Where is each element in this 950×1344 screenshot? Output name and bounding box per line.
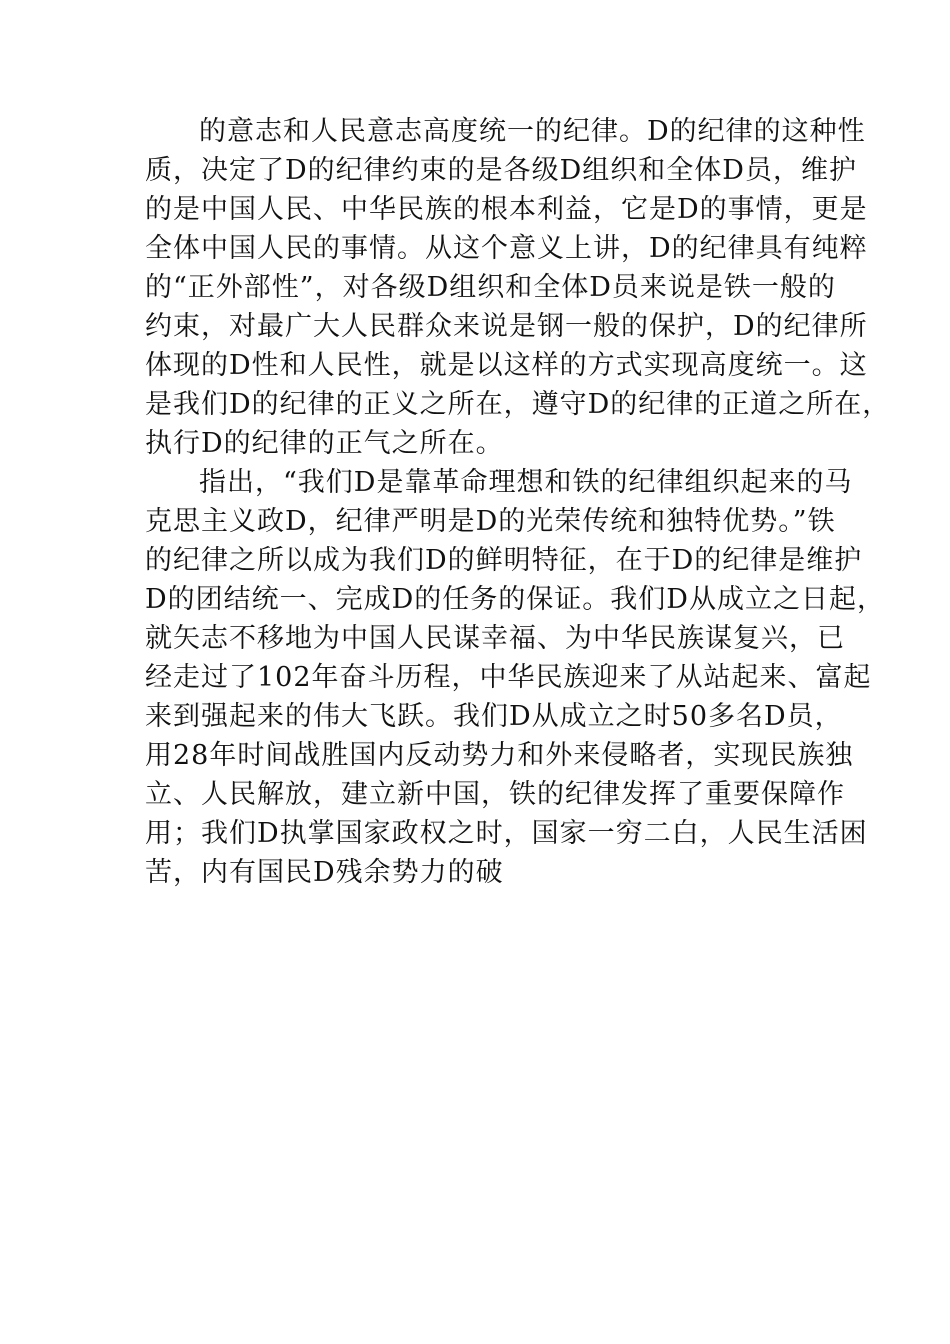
paragraph-2	[145, 463, 885, 892]
text-line: 经走过了102年奋斗历程，中华民族迎来了从站起来、富起	[145, 662, 872, 693]
text-line: D的团结统一、完成D的任务的保证。我们D从成立之日起，	[145, 584, 885, 615]
text-line: 用28年时间战胜国内反动势力和外来侵略者，实现民族独	[145, 740, 854, 771]
text-line: 约束，对最广大人民群众来说是钢一般的保护，D的纪律所	[145, 311, 868, 342]
paragraph-1	[145, 112, 891, 463]
text-line: 的意志和人民意志高度统一的纪律。D的纪律的这种性	[199, 116, 866, 147]
text-line: 执行D的纪律的正气之所在。	[145, 428, 504, 459]
text-line: 用；我们D执掌国家政权之时，国家一穷二白，人民生活困	[145, 818, 868, 849]
text-line: 体现的D性和人民性，就是以这样的方式实现高度统一。这	[145, 350, 868, 381]
text-line: 质，决定了D的纪律约束的是各级D组织和全体D员，维护	[145, 155, 857, 186]
text-line: 的是中国人民、中华民族的根本利益，它是D的事情，更是	[145, 194, 868, 225]
text-line: 苦，内有国民D残余势力的破	[145, 857, 504, 888]
text-line: 的“正外部性”，对各级D组织和全体D员来说是铁一般的	[145, 272, 836, 303]
text-line: 就矢志不移地为中国人民谋幸福、为中华民族谋复兴，已	[145, 623, 845, 654]
text-line: 克思主义政D，纪律严明是D的光荣传统和独特优势。”铁	[145, 506, 836, 537]
text-line: 全体中国人民的事情。从这个意义上讲，D的纪律具有纯粹	[145, 233, 868, 264]
document-body	[145, 112, 891, 892]
text-line: 是我们D的纪律的正义之所在，遵守D的纪律的正道之所在，	[145, 389, 891, 420]
text-line: 立、人民解放，建立新中国，铁的纪律发挥了重要保障作	[145, 779, 845, 810]
text-line: 指出，“我们D是靠革命理想和铁的纪律组织起来的马	[199, 467, 853, 498]
text-line: 来到强起来的伟大飞跃。我们D从成立之时50多名D员，	[145, 701, 843, 732]
text-line: 的纪律之所以成为我们D的鲜明特征，在于D的纪律是维护	[145, 545, 863, 576]
